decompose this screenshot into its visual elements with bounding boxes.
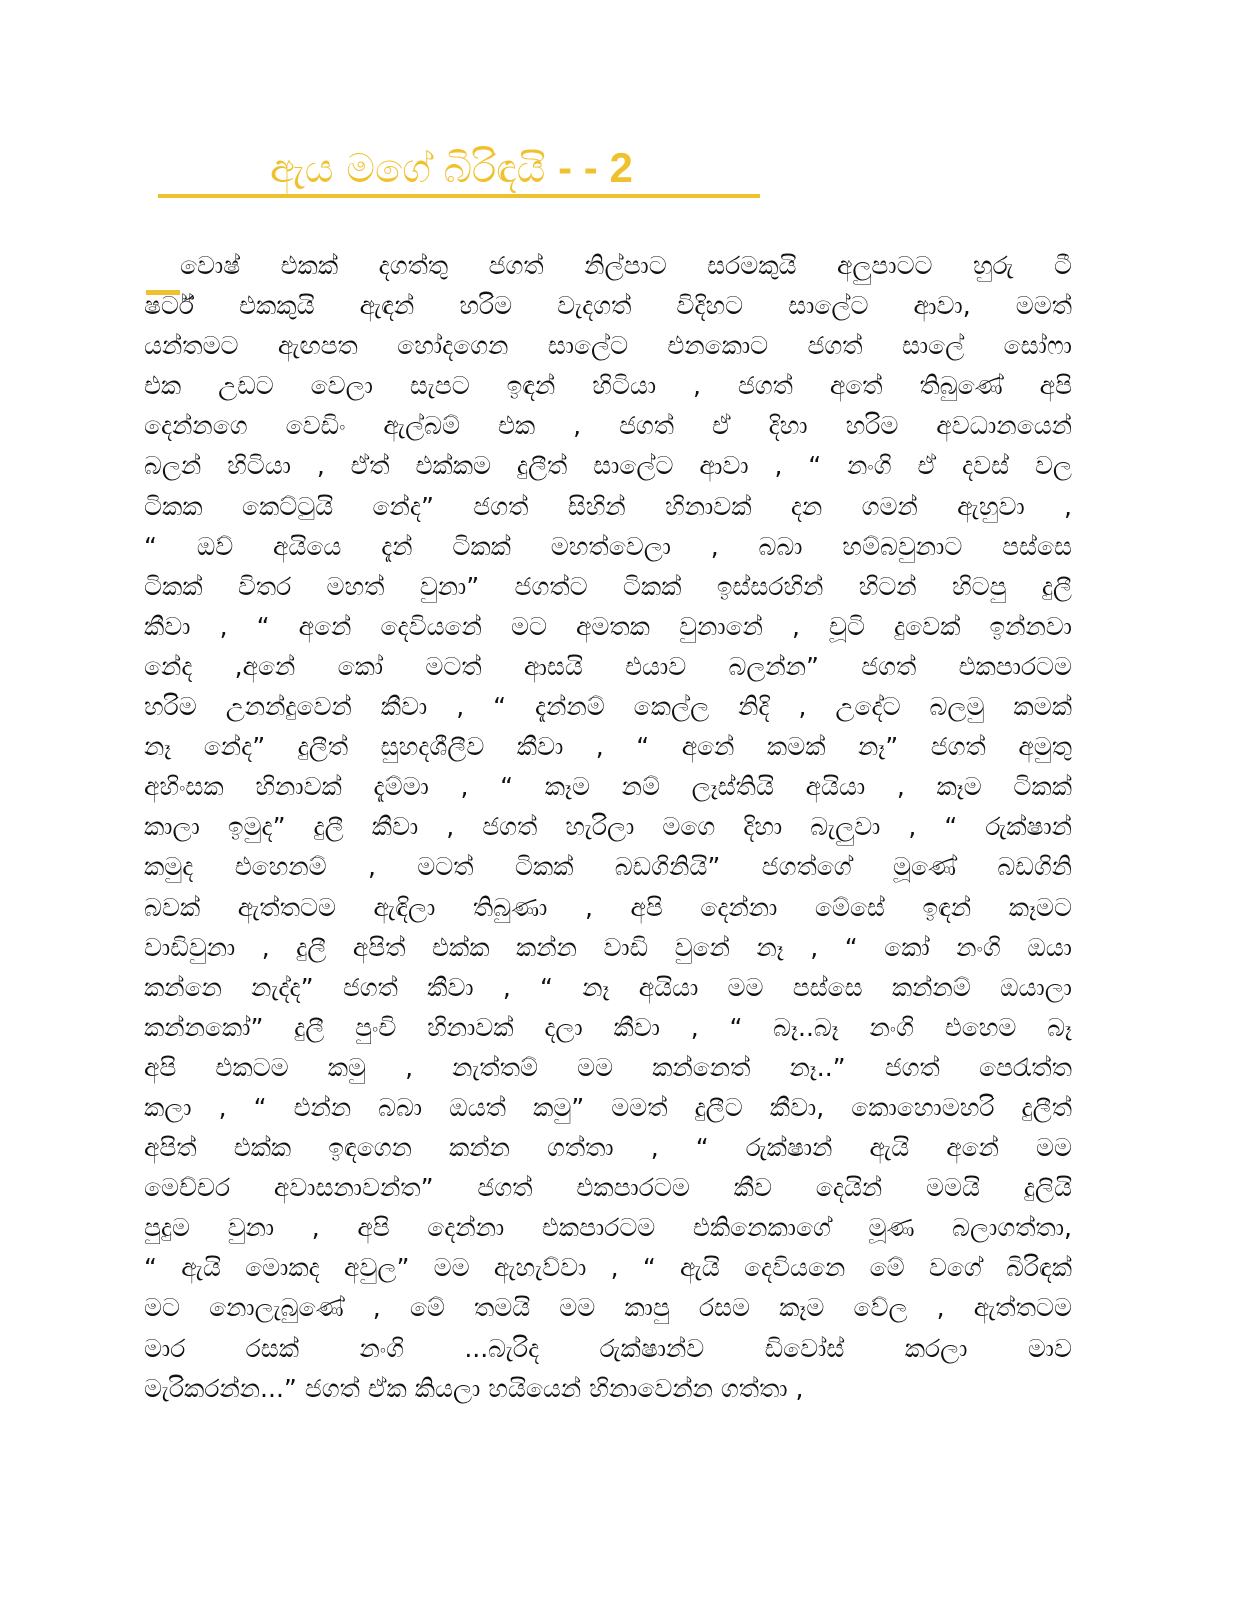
text-line: මෙච්චර අවාසනාවන්ත” ජගත් එකපාරටම කීව දෙයින් මමයි දුලියි xyxy=(144,1173,1072,1203)
text-line: ටිකක් විතර මහත් වුනා” ජගත්ට ටිකක් ඉස්සරහින් හිටන් හිටපු දුලී xyxy=(144,571,1072,601)
text-line: අපිත් එක්ක ඉඳගෙන කන්න ගත්තා , “ රුක්ෂාන් ඇයි අනේ මම xyxy=(144,1133,1072,1163)
text-line: දෙන්නගෙ වෙඩිං ඇල්බම් එක , ජගත් ඒ දිහා හරිම අවධානයෙන් xyxy=(144,411,1072,441)
title-text: ඇය මගේ බිරිඳයි xyxy=(270,146,546,192)
title-part-number: - - 2 xyxy=(558,144,633,191)
text-line: එක උඩට වෙලා සැපට ඉඳන් හිටියා , ජගත් අතේ තිබුණේ අපි xyxy=(144,371,1072,401)
text-line: නේද ,අනේ කෝ මටත් ආසයි එයාව බලන්න” ජගත් එකපාරටම xyxy=(144,651,1072,681)
text-line: “ ඔව් අයියෙ දැන් ටිකක් මහත්වෙලා , බබා හම්බවුනාට පස්සෙ xyxy=(144,531,1072,561)
title-block xyxy=(158,140,760,200)
text-line: ෂර්ට් එකකුයි ඇඳන් හරිම වැදගත් විදිහට සාලේට ආවා, මමත් xyxy=(144,291,1072,321)
text-line: කාලා ඉමුද” දුලී කීවා , ජගත් හැරිලා මගෙ දිහා බැලුවා , “ රුක්ෂාන් xyxy=(144,812,1072,842)
text-line: කලා , “ එන්න බබා ඔයත් කමු” මමත් දුලීට කීවා, කොහොමහරි දුලීත් xyxy=(144,1092,1072,1122)
text-line: බලන් හිටියා , ඒත් එක්කම දුලීත් සාලේට ආවා , “ නංගි ඒ දවස් වල xyxy=(144,451,1072,481)
text-line: කන්නෙ නැද්ද” ජගත් කීවා , “ නෑ අයියා මම පස්සෙ කන්නම් ඔයාලා xyxy=(144,972,1072,1002)
text-line: “ ඇයි මොකද අවුල” මම ඇහැව්වා , “ ඇයි දෙවියනෙ මේ වගේ බිරිඳක් xyxy=(144,1253,1072,1283)
story-body xyxy=(144,246,1072,1409)
page-title xyxy=(270,144,633,193)
text-line: මාර රසක් නංගි ...බැරිද රුක්ෂාන්ව ඩිවෝස් කරලා මාව xyxy=(144,1333,1072,1363)
text-line: මට නොලැබුණේ , මේ තමයි මම කාපු රසම කෑම වේල , ඇත්තටම xyxy=(144,1293,1072,1323)
text-line: වාඩිවුනා , දුලී අපිත් එක්ක කන්න වාඩි වුනේ නෑ , “ කෝ නංගි ඔයා xyxy=(144,932,1072,962)
text-line: නෑ නේද” දුලීත් සුහදශීලීව කීවා , “ අනේ කමක් නෑ” ජගත් අමුතු xyxy=(144,732,1072,762)
text-line: කීවා , “ අනේ දෙවියනේ මට අමතක වුනානේ , චූටි දුවෙක් ඉන්නවා xyxy=(144,611,1072,641)
text-line: යන්තමට ඇඟපත හෝදගෙන සාලේට එනකොට ජගත් සාලේ සෝෆා xyxy=(144,331,1072,361)
text-line: අපි එකටම කමු , නැත්තම් මම කන්නෙත් නෑ..” ජගත් පෙරැත්ත xyxy=(144,1052,1072,1082)
title-underline xyxy=(158,194,760,198)
text-line: හරිම උනන්දුවෙන් කීවා , “ දැන්නම් කෙල්ල නිදි , උදේට බලමු කමක් xyxy=(144,692,1072,722)
text-line: වොෂ් එකක් දගත්තු ජගත් නිල්පාට සරමකුයි අලුපාටට හුරු ටී xyxy=(180,251,1072,280)
text-line: බවක් ඇත්තටම ඇඳිලා තිබුණා , අපි දෙන්නා මේසේ ඉඳන් කෑමට xyxy=(144,892,1072,922)
text-line: පුදුම වුනා , අපි දෙන්නා එකපාරටම එකිනෙකාගේ මූණ බලාගත්තා, xyxy=(144,1213,1072,1243)
text-line: කමුද එහෙනම් , මටත් ටිකක් බඩගිනියි” ජගත්ගේ මූණේ බඩගිනි xyxy=(144,852,1072,882)
text-line: කන්නකෝ” දුලී පුංචි හිනාවක් දලා කීවා , “ බෑ..බෑ නංගි එහෙම බෑ xyxy=(144,1012,1072,1042)
text-line: ටිකක කෙට්ටුයි නේද” ජගත් සිහින් හිනාවක් දන ගමන් ඇහුවා , xyxy=(144,491,1072,521)
text-line: මැරිකරන්න...” ජගත් ඒක කියලා හයියෙන් හිනාවෙන්න ගත්තා , xyxy=(144,1373,804,1403)
text-line: අහිංසක හිනාවක් දැම්මා , “ කෑම නම් ලෑස්තියි අයියා , කෑම ටිකක් xyxy=(144,772,1072,802)
